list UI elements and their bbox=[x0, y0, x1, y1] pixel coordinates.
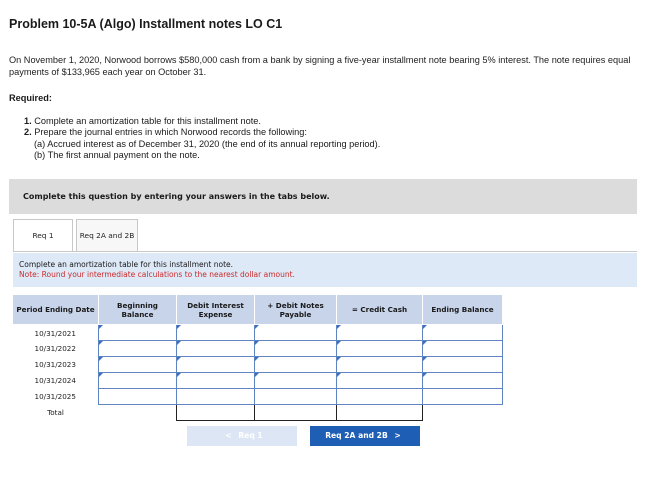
header-debit-interest-expense: Debit Interest Expense bbox=[177, 295, 255, 325]
interest-expense-input[interactable] bbox=[177, 373, 255, 389]
tab-req-2a-2b[interactable]: Req 2A and 2B bbox=[76, 219, 138, 251]
table-row bbox=[13, 389, 503, 405]
requirement-1-text: Complete an amortization table for this installment note. bbox=[34, 116, 261, 126]
chevron-left-icon: < bbox=[225, 431, 232, 440]
complete-question-banner: Complete this question by entering your answers in the tabs below. bbox=[9, 179, 637, 214]
period-date: 10/31/2021 bbox=[13, 325, 99, 341]
notes-payable-field[interactable] bbox=[255, 325, 336, 340]
period-date: 10/31/2024 bbox=[13, 373, 99, 389]
amortization-table bbox=[12, 294, 503, 421]
beginning-balance-input[interactable] bbox=[99, 325, 177, 341]
ending-balance-input[interactable] bbox=[423, 357, 503, 373]
table-header-row bbox=[13, 295, 503, 325]
interest-expense-field[interactable] bbox=[177, 341, 254, 356]
table-row bbox=[13, 341, 503, 357]
beginning-balance-field[interactable] bbox=[99, 325, 176, 340]
instruction-box bbox=[13, 253, 637, 287]
table-row bbox=[13, 357, 503, 373]
notes-payable-input[interactable] bbox=[255, 373, 337, 389]
total-blank-cell bbox=[99, 405, 177, 421]
beginning-balance-field[interactable] bbox=[99, 341, 176, 356]
ending-balance-field[interactable] bbox=[423, 325, 502, 340]
credit-cash-field[interactable] bbox=[337, 325, 422, 340]
requirements-list bbox=[24, 116, 624, 162]
credit-cash-input[interactable] bbox=[337, 373, 423, 389]
credit-cash-field[interactable] bbox=[337, 357, 422, 372]
total-notes-payable-field[interactable] bbox=[255, 405, 336, 420]
table-row bbox=[13, 325, 503, 341]
notes-payable-input[interactable] bbox=[255, 341, 337, 357]
interest-expense-field[interactable] bbox=[177, 373, 254, 388]
next-req-button[interactable] bbox=[310, 426, 420, 446]
requirement-2-number: 2. bbox=[24, 127, 32, 138]
header-credit-cash: = Credit Cash bbox=[337, 295, 423, 325]
total-notes-payable-input[interactable] bbox=[255, 405, 337, 421]
interest-expense-field[interactable] bbox=[177, 325, 254, 340]
total-row bbox=[13, 405, 503, 421]
credit-cash-input[interactable] bbox=[337, 325, 423, 341]
beginning-balance-input[interactable] bbox=[99, 341, 177, 357]
notes-payable-field[interactable] bbox=[255, 357, 336, 372]
total-interest-field[interactable] bbox=[177, 405, 254, 420]
requirement-1 bbox=[24, 116, 624, 127]
total-label: Total bbox=[47, 408, 64, 417]
total-cash-input[interactable] bbox=[337, 405, 423, 421]
requirement-2a: (a) Accrued interest as of December 31, 2020 (the end of its annual reporting period). bbox=[34, 138, 381, 149]
notes-payable-field[interactable] bbox=[255, 389, 336, 404]
tab-divider bbox=[13, 251, 637, 252]
required-label: Required: bbox=[9, 93, 52, 103]
next-req-label: Req 2A and 2B bbox=[325, 431, 388, 440]
rounding-note: Note: Round your intermediate calculations to the nearest dollar amount. bbox=[19, 270, 295, 279]
tab-req-1[interactable]: Req 1 bbox=[13, 219, 73, 252]
notes-payable-field[interactable] bbox=[255, 373, 336, 388]
credit-cash-field[interactable] bbox=[337, 341, 422, 356]
table-row bbox=[13, 373, 503, 389]
beginning-balance-input[interactable] bbox=[99, 357, 177, 373]
credit-cash-field[interactable] bbox=[337, 389, 422, 404]
header-period-ending-date: Period Ending Date bbox=[13, 295, 99, 325]
prev-req-button[interactable] bbox=[187, 426, 297, 446]
total-cash-field[interactable] bbox=[337, 405, 422, 420]
ending-balance-input[interactable] bbox=[423, 341, 503, 357]
beginning-balance-field[interactable] bbox=[99, 373, 176, 388]
interest-expense-input[interactable] bbox=[177, 389, 255, 405]
period-date: 10/31/2025 bbox=[13, 389, 99, 405]
requirement-2 bbox=[24, 127, 624, 138]
chevron-right-icon: > bbox=[394, 431, 401, 440]
beginning-balance-field[interactable] bbox=[99, 389, 176, 404]
beginning-balance-input[interactable] bbox=[99, 389, 177, 405]
requirement-2-text: Prepare the journal entries in which Norwood records the following: bbox=[34, 127, 307, 138]
prev-req-label: Req 1 bbox=[238, 431, 263, 440]
interest-expense-field[interactable] bbox=[177, 389, 254, 404]
interest-expense-field[interactable] bbox=[177, 357, 254, 372]
total-interest-input[interactable] bbox=[177, 405, 255, 421]
ending-balance-input[interactable] bbox=[423, 373, 503, 389]
beginning-balance-input[interactable] bbox=[99, 373, 177, 389]
problem-statement: On November 1, 2020, Norwood borrows $580,000 cash from a bank by signing a five-year installment note bearing 5% interest. The note requires equal payments of $133,965 each year on October 31. bbox=[9, 55, 631, 77]
ending-balance-field[interactable] bbox=[423, 389, 502, 404]
credit-cash-field[interactable] bbox=[337, 373, 422, 388]
period-date: 10/31/2023 bbox=[13, 357, 99, 373]
instruction-text: Complete an amortization table for this installment note. bbox=[19, 260, 234, 269]
ending-balance-input[interactable] bbox=[423, 325, 503, 341]
notes-payable-input[interactable] bbox=[255, 325, 337, 341]
header-ending-balance: Ending Balance bbox=[423, 295, 503, 325]
header-beginning-balance: Beginning Balance bbox=[99, 295, 177, 325]
page-title: Problem 10-5A (Algo) Installment notes LO C1 bbox=[9, 17, 283, 31]
ending-balance-field[interactable] bbox=[423, 373, 502, 388]
requirement-2b: (b) The first annual payment on the note. bbox=[34, 150, 200, 161]
period-date: 10/31/2022 bbox=[13, 341, 99, 357]
notes-payable-input[interactable] bbox=[255, 389, 337, 405]
beginning-balance-field[interactable] bbox=[99, 357, 176, 372]
credit-cash-input[interactable] bbox=[337, 357, 423, 373]
total-blank-cell bbox=[423, 405, 503, 421]
ending-balance-input[interactable] bbox=[423, 389, 503, 405]
credit-cash-input[interactable] bbox=[337, 341, 423, 357]
notes-payable-input[interactable] bbox=[255, 357, 337, 373]
requirement-1-number: 1. bbox=[24, 116, 32, 126]
header-debit-notes-payable: + Debit Notes Payable bbox=[255, 295, 337, 325]
notes-payable-field[interactable] bbox=[255, 341, 336, 356]
interest-expense-input[interactable] bbox=[177, 325, 255, 341]
credit-cash-input[interactable] bbox=[337, 389, 423, 405]
interest-expense-input[interactable] bbox=[177, 341, 255, 357]
ending-balance-field[interactable] bbox=[423, 357, 502, 372]
ending-balance-field[interactable] bbox=[423, 341, 502, 356]
interest-expense-input[interactable] bbox=[177, 357, 255, 373]
